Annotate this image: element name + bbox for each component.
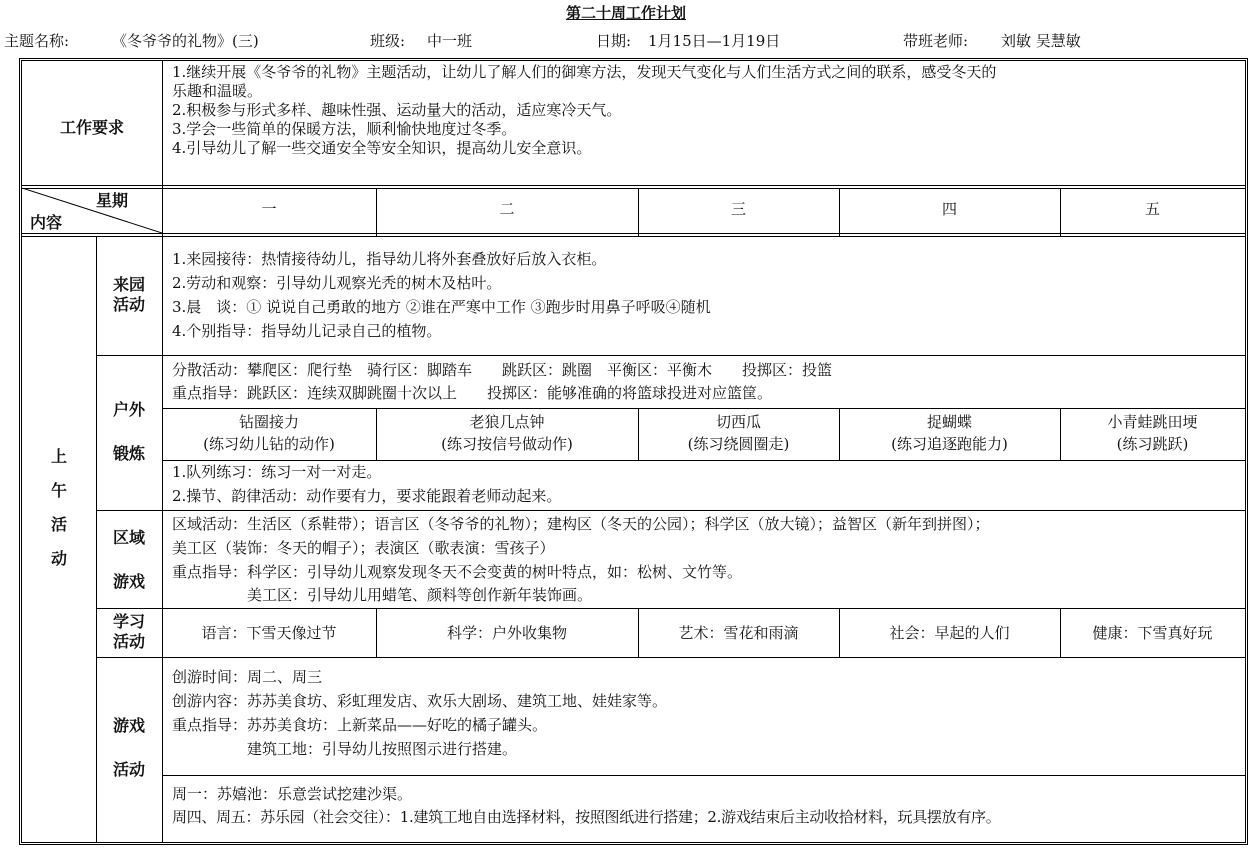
game-activity-label: 活动 [112,760,145,779]
grid-line [162,460,1245,461]
grid-line [162,408,1245,409]
study-item-tuesday: 科学：户外收集物 [446,624,567,642]
grid-line [96,657,1245,658]
outdoor-game-goal: (练习绕圆圈走) [687,435,790,453]
outdoor-game-name: 钻圈接力 [238,413,299,431]
study-item-monday: 语言：下雪天像过节 [201,624,337,642]
outdoor-line: 分散活动：攀爬区：爬行垫 骑行区：脚踏车 跳跃区：跳圈 平衡区：平衡木 投掷区：投篮 [172,361,833,379]
area-game-label: 游戏 [112,572,145,591]
grid-line [162,775,1245,776]
work-requirement-line: 4.引导幼儿了解一些交通安全等安全知识，提高幼儿安全意识。 [172,139,592,157]
area-line: 区域活动：生活区（系鞋带）；语言区（冬爷爷的礼物）；建构区（冬天的公园）；科学区（放大镜）；益智区（新年到拼图）； [172,515,990,533]
arrival-line: 2.劳动和观察：引导幼儿观察光秃的树木及枯叶。 [172,274,502,292]
teacher-label: 带班老师: [903,32,969,50]
class-value: 中一班 [427,32,473,50]
outdoor-line: 2.操节、韵律活动：动作要有力，要求能跟着老师动起来。 [172,487,562,505]
grid-line [22,188,1245,189]
date-value: 1月15日—1月19日 [648,32,781,50]
area-line: 美工区：引导幼儿用蜡笔、颜料等创作新年装饰画。 [172,586,593,604]
game-line: 创游内容：苏苏美食坊、彩虹理发店、欢乐大剧场、建筑工地、娃娃家等。 [172,692,668,710]
study-item-wednesday: 艺术：雪花和雨滴 [678,624,799,642]
work-requirement-line: 乐趣和温暖。 [172,82,263,100]
outdoor-game-name: 老狼几点钟 [469,413,545,431]
study-item-friday: 健康：下雪真好玩 [1092,624,1213,642]
game-activity-label: 游戏 [112,716,145,735]
outdoor-exercise-label: 户外 [112,400,145,419]
grid-line [22,233,1245,234]
work-requirement-line: 3.学会一些简单的保暖方法，顺利愉快地度过冬季。 [172,120,517,138]
content-corner-label: 内容 [30,213,63,232]
date-label: 日期: [596,32,632,50]
work-requirement-line: 1.继续开展《冬爷爷的礼物》主题活动，让幼儿了解人们的御寒方法，发现天气变化与人们生活方式之间的联系，感受冬天的 [172,63,997,81]
outdoor-game-goal: (练习幼儿钻的动作) [203,435,335,453]
game-line: 周一：苏嬉池：乐意尝试挖建沙渠。 [172,785,413,803]
area-line: 重点指导：科学区：引导幼儿观察发现冬天不会变黄的树叶特点，如：松树、文竹等。 [172,563,743,581]
area-game-label: 区域 [112,528,145,547]
class-label: 班级: [370,32,406,50]
grid-line [96,355,1245,356]
outdoor-exercise-label: 锻炼 [112,444,145,463]
grid-line [22,236,1245,237]
weekday-corner-label: 星期 [96,191,129,210]
day-header-friday: 五 [1144,200,1160,218]
theme-label: 主题名称: [4,32,70,50]
morning-activity-label: 动 [50,549,67,568]
outdoor-game-name: 切西瓜 [715,413,761,431]
game-line: 建筑工地：引导幼儿按照图示进行搭建。 [172,740,518,758]
game-line: 周四、周五：苏乐园（社会交往）：1.建筑工地自由选择材料，按照图纸进行搭建；2.游戏结束后主动收拾材料，玩具摆放有序。 [172,808,1001,826]
arrival-line: 3.晨 谈：① 说说自己勇敢的地方 ②谁在严寒中工作 ③跑步时用鼻子呼吸④随机 [172,298,711,316]
outdoor-line: 1.队列练习：练习一对一对走。 [172,463,382,481]
day-header-thursday: 四 [941,200,957,218]
arrival-line: 1.来园接待：热情接待幼儿，指导幼儿将外套叠放好后放入衣柜。 [172,250,607,268]
outdoor-game-goal: (练习跳跃) [1116,435,1189,453]
outdoor-line: 重点指导：跳跃区：连续双脚跳圈十次以上 投掷区：能够准确的将篮球投进对应篮筐。 [172,384,773,402]
page-title: 第二十周工作计划 [565,4,686,22]
theme-value: 《冬爷爷的礼物》(三) [112,32,259,50]
day-header-wednesday: 三 [730,200,746,218]
grid-line [22,185,1245,186]
study-activity-label: 活动 [112,632,145,651]
game-line: 创游时间：周二、周三 [172,668,323,686]
study-item-thursday: 社会：早起的人们 [889,624,1010,642]
work-requirement-line: 2.积极参与形式多样、趣味性强、运动量大的活动，适应寒冷天气。 [172,101,622,119]
outdoor-game-name: 捉蝴蝶 [926,413,972,431]
morning-activity-label: 上 [50,447,67,466]
outdoor-game-goal: (练习追逐跑能力) [891,435,1008,453]
arrival-line: 4.个别指导：指导幼儿记录自己的植物。 [172,322,442,340]
teacher-names: 刘敏 吴慧敏 [1001,32,1081,50]
grid-line [96,608,1245,609]
day-header-monday: 一 [261,200,277,218]
outdoor-game-goal: (练习按信号做动作) [441,435,573,453]
outdoor-game-name: 小青蛙跳田埂 [1107,413,1198,431]
arrival-activity-label: 来园 [112,275,145,294]
morning-activity-label: 活 [50,515,67,534]
grid-line [96,510,1245,511]
day-header-tuesday: 二 [499,200,515,218]
study-activity-label: 学习 [112,612,145,631]
morning-activity-label: 午 [50,481,67,500]
game-line: 重点指导：苏苏美食坊：上新菜品——好吃的橘子罐头。 [172,716,548,734]
work-requirements-label: 工作要求 [59,118,124,137]
area-line: 美工区（装饰：冬天的帽子）；表演区（歌表演：雪孩子） [172,539,555,557]
arrival-activity-label: 活动 [112,295,145,314]
